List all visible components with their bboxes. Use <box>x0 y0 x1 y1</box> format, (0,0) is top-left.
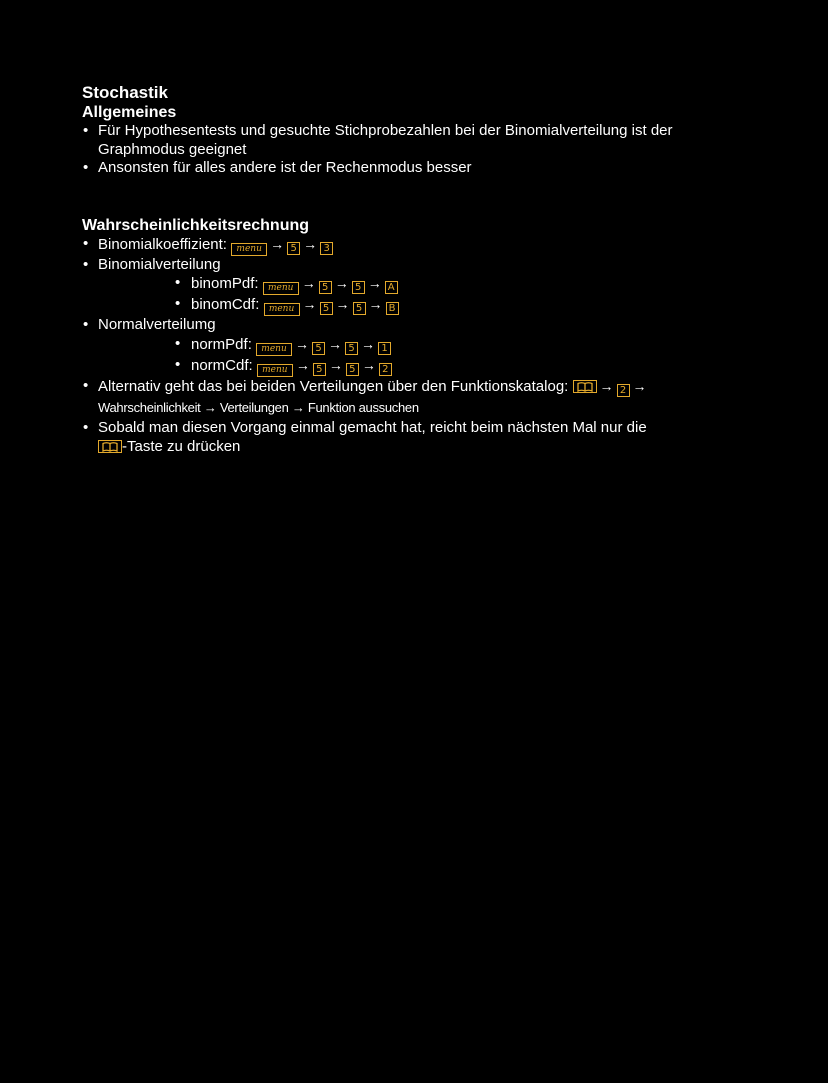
key-5-icon: 5 <box>312 342 325 355</box>
key-a-icon: A <box>385 281 398 294</box>
normpdf-label: normPdf: <box>191 335 252 353</box>
book-icon <box>98 440 122 453</box>
arrow-icon: → <box>303 235 318 252</box>
key-b-icon: B <box>386 302 399 315</box>
binomial-coefficient-label: Binomialkoeffizient: <box>98 235 227 253</box>
key-2-icon: 2 <box>617 384 630 397</box>
arrow-icon: → <box>295 356 310 373</box>
menu-key-icon: menu <box>257 364 293 377</box>
arrow-icon: → <box>632 377 647 394</box>
catalog-path-step: Wahrscheinlichkeit <box>98 399 201 415</box>
arrow-icon: → <box>302 296 317 313</box>
catalog-path-step: Verteilungen <box>219 399 289 415</box>
arrow-icon: → <box>334 275 349 292</box>
menu-key-icon: menu <box>256 343 292 356</box>
section-heading-general: Allgemeines <box>82 104 177 121</box>
key-3-icon: 3 <box>320 242 333 255</box>
binompdf-item <box>82 274 762 295</box>
arrow-icon: → <box>270 235 285 252</box>
arrow-icon: → <box>368 296 383 313</box>
binompdf-label: binomPdf: <box>191 275 259 293</box>
general-item: • Für Hypothesentests und gesuchte Stichprobezahlen bei der Binomialverteilung ist der Graphmodus geeignet <box>82 122 762 159</box>
arrow-icon: → <box>295 335 310 352</box>
arrow-icon: → <box>291 399 305 415</box>
binomcdf-item <box>82 295 762 316</box>
key-5-icon: 5 <box>345 342 358 355</box>
menu-key-icon: menu <box>263 282 299 295</box>
shortcut-item <box>82 419 762 456</box>
binomcdf-label: binomCdf: <box>191 296 260 314</box>
document-page <box>82 83 762 456</box>
section-spacer <box>82 178 762 216</box>
alternative-item <box>82 377 762 419</box>
menu-key-icon: menu <box>231 243 267 256</box>
probability-list <box>82 235 762 456</box>
normcdf-item <box>82 356 762 377</box>
shortcut-text: Sobald man diesen Vorgang einmal gemacht hat, reicht beim nächsten Mal nur die <box>98 418 647 436</box>
section-heading-probability: Wahrscheinlichkeitsrechnung <box>82 216 310 234</box>
general-list <box>82 122 762 178</box>
arrow-icon: → <box>367 275 382 292</box>
normcdf-label: normCdf: <box>191 356 253 374</box>
general-item: • Ansonsten für alles andere ist der Rechenmodus besser <box>82 159 762 178</box>
page-title: Stochastik <box>82 83 168 102</box>
shortcut-suffix: -Taste zu drücken <box>122 437 241 455</box>
normpdf-item <box>82 335 762 356</box>
key-1-icon: 1 <box>378 342 391 355</box>
arrow-icon: → <box>599 377 614 394</box>
key-5-icon: 5 <box>313 363 326 376</box>
arrow-icon: → <box>301 275 316 292</box>
arrow-icon: → <box>203 399 217 415</box>
arrow-icon: → <box>361 356 376 373</box>
arrow-icon: → <box>328 356 343 373</box>
catalog-path <box>98 397 762 419</box>
key-5-icon: 5 <box>353 302 366 315</box>
arrow-icon: → <box>361 335 376 352</box>
key-5-icon: 5 <box>352 281 365 294</box>
book-icon <box>573 380 597 393</box>
binomial-coefficient-item <box>82 235 762 256</box>
key-5-icon: 5 <box>287 242 300 255</box>
key-5-icon: 5 <box>319 281 332 294</box>
key-5-icon: 5 <box>320 302 333 315</box>
arrow-icon: → <box>335 296 350 313</box>
binomial-distribution-item: • Binomialverteilung <box>82 256 762 275</box>
menu-key-icon: menu <box>264 303 300 316</box>
catalog-path-step: Funktion aussuchen <box>307 399 419 415</box>
key-2-icon: 2 <box>379 363 392 376</box>
alternative-text: Alternativ geht das bei beiden Verteilungen über den Funktionskatalog: <box>98 377 569 395</box>
key-5-icon: 5 <box>346 363 359 376</box>
arrow-icon: → <box>328 335 343 352</box>
normal-distribution-item: • Normalverteilumg <box>82 316 762 335</box>
